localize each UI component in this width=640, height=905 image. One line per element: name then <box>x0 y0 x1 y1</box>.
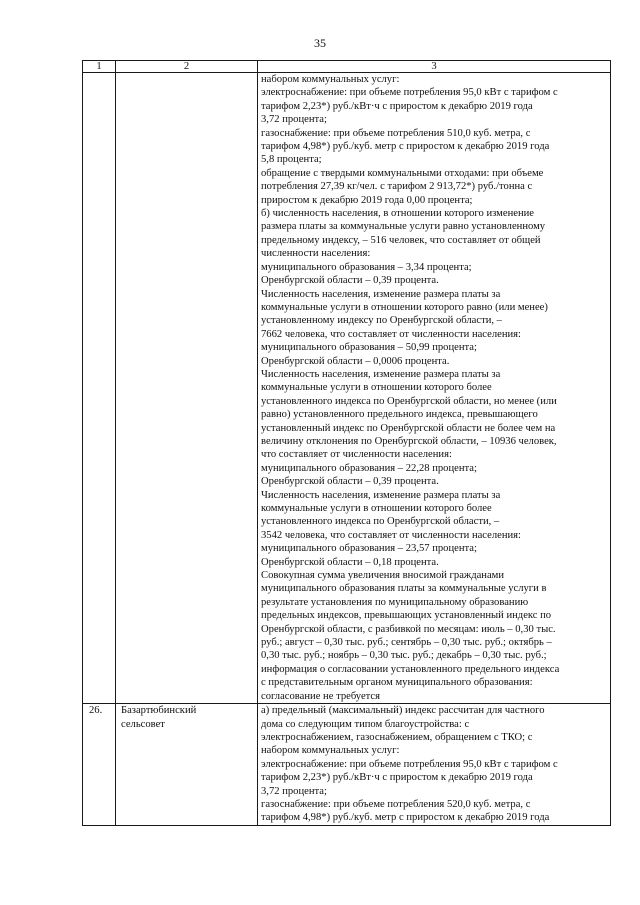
text-line: численности населения: <box>261 248 371 260</box>
table-row <box>83 73 611 704</box>
text-line: Оренбургской области – 0,18 процента. <box>261 556 439 568</box>
text-line: набором коммунальных услуг: <box>261 745 400 757</box>
text-line: муниципального образования – 3,34 процента; <box>261 261 472 273</box>
text-line: информация о согласовании установленного предельного индекса <box>261 663 560 675</box>
text-line: 0,30 тыс. руб.; ноябрь – 0,30 тыс. руб.; декабрь – 0,30 тыс. руб.; <box>261 650 547 662</box>
text-line: установленного индекса по Оренбургской области, – <box>261 516 500 528</box>
text-line: коммунальные услуги в отношении которого более <box>261 503 492 514</box>
text-line: тарифом 2,23*) руб./кВт·ч с приростом к декабрю 2019 года <box>261 100 533 112</box>
row-text-cell <box>258 704 611 826</box>
municipality-cell <box>116 73 258 704</box>
page-number: 35 <box>314 36 326 50</box>
document-table <box>82 60 611 826</box>
header-col-3: 3 <box>258 61 611 73</box>
text-line: Оренбургской области – 0,39 процента. <box>261 476 439 488</box>
text-line: тарифом 4,98*) руб./куб. метр с приростом к декабрю 2019 года <box>261 812 550 824</box>
row-number-cell <box>83 73 116 704</box>
row-text-cell <box>258 73 611 704</box>
text-line: электроснабжением, газоснабжением, обращением с ТКО; с <box>261 731 533 743</box>
text-line: Численность населения, изменение размера платы за <box>261 368 501 380</box>
text-line: с представительным органом муниципального образования: <box>261 677 533 689</box>
text-line: 3,72 процента; <box>261 785 327 797</box>
text-line: предельных индексов, превышающих установленный индекс по <box>261 610 552 622</box>
text-line: предельному индексу, – 516 человек, что составляет от общей <box>261 234 541 246</box>
text-line: сельсовет <box>121 718 165 730</box>
text-line: обращение с твердыми коммунальными отходами: при объеме <box>261 167 544 179</box>
text-line: установленному индексу по Оренбургской области, – <box>261 315 502 327</box>
table-header-row <box>83 61 611 73</box>
text-line: Численность населения, изменение размера платы за <box>261 489 501 501</box>
text-line: газоснабжение: при объеме потребления 510,0 куб. метра, с <box>261 127 531 139</box>
text-line: муниципального образования – 50,99 процента; <box>261 342 477 354</box>
text-line: тарифом 4,98*) руб./куб. метр с приростом к декабрю 2019 года <box>261 141 550 153</box>
text-line: равно) установленного предельного индекса, превышающего <box>261 409 538 421</box>
text-line: руб.; август – 0,30 тыс. руб.; сентябрь – 0,30 тыс. руб.; октябрь – <box>261 637 552 649</box>
text-line: размера платы за коммунальные услуги равно установленному <box>261 221 546 233</box>
text-line: электроснабжение: при объеме потребления 95,0 кВт с тарифом с <box>261 87 558 99</box>
text-line: муниципального образования – 22,28 процента; <box>261 462 477 474</box>
text-line: Оренбургской области, с разбивкой по месяцам: июль – 0,30 тыс. <box>261 623 556 635</box>
text-line: электроснабжение: при объеме потребления 95,0 кВт с тарифом с <box>261 758 558 770</box>
text-line: Численность населения, изменение размера платы за <box>261 288 501 300</box>
text-line: коммунальные услуги в отношении которого более <box>261 382 492 394</box>
text-line: приростом к декабрю 2019 года 0,00 процента; <box>261 194 473 206</box>
header-col-2: 2 <box>116 61 258 73</box>
municipality-cell <box>116 704 258 826</box>
text-line: 7662 человека, что составляет от численности населения: <box>261 328 521 340</box>
text-line: б) численность населения, в отношении которого изменение <box>261 208 534 220</box>
text-line: 3542 человека, что составляет от численности населения: <box>261 529 521 541</box>
text-line: газоснабжение: при объеме потребления 520,0 куб. метра, с <box>261 798 531 810</box>
text-line: тарифом 2,23*) руб./кВт·ч с приростом к декабрю 2019 года <box>261 772 533 784</box>
row-number-cell: 26. <box>83 704 116 826</box>
text-line: а) предельный (максимальный) индекс рассчитан для частного <box>261 705 545 717</box>
text-line: потребления 27,39 кг/чел. с тарифом 2 913,72*) руб./тонна с <box>261 181 533 193</box>
text-line: Оренбургской области – 0,39 процента. <box>261 275 439 287</box>
text-line: 5,8 процента; <box>261 154 322 166</box>
text-line: согласование не требуется <box>261 690 381 702</box>
text-line: установленного индекса по Оренбургской области, но менее (или <box>261 395 557 407</box>
text-line: Оренбургской области – 0,0006 процента. <box>261 355 450 367</box>
text-line: установленный индекс по Оренбургской области не более чем на <box>261 422 556 434</box>
text-line: муниципального образования платы за коммунальные услуги в <box>261 583 547 595</box>
text-line: дома со следующим типом благоустройства: с <box>261 718 470 730</box>
header-col-1: 1 <box>83 61 116 73</box>
text-line: величину отклонения по Оренбургской области, – 10936 человек, <box>261 435 557 447</box>
text-line: Совокупная сумма увеличения вносимой гражданами <box>261 570 505 582</box>
text-line: муниципального образования – 23,57 процента; <box>261 543 477 555</box>
text-line: коммунальные услуги в отношении которого равно (или менее) <box>261 301 548 313</box>
text-line: 3,72 процента; <box>261 114 327 126</box>
text-line: Базартюбинский <box>121 705 197 717</box>
table-row <box>83 704 611 826</box>
text-line: результате установления по муниципальному образованию <box>261 596 529 608</box>
text-line: что составляет от численности населения: <box>261 449 452 461</box>
text-line: набором коммунальных услуг: <box>261 74 400 85</box>
